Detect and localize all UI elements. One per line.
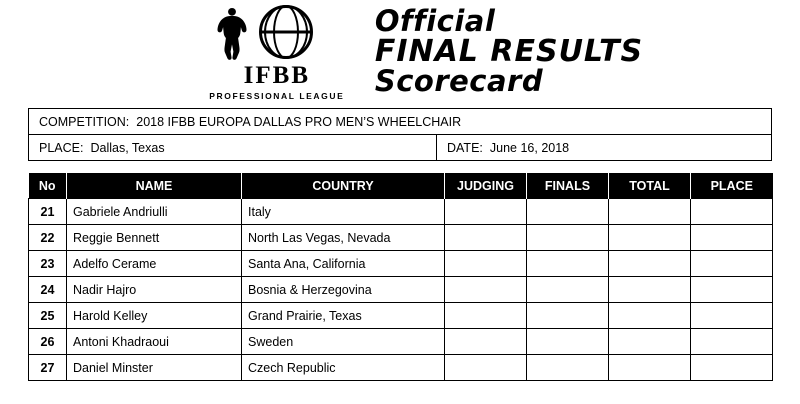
competition-cell bbox=[29, 109, 771, 134]
document-title bbox=[374, 4, 644, 99]
logo-artwork bbox=[207, 3, 347, 65]
cell-judging[interactable] bbox=[445, 199, 527, 225]
place-label: PLACE: bbox=[39, 140, 84, 155]
cell-country[interactable]: Czech Republic bbox=[242, 355, 445, 381]
cell-name[interactable]: Antoni Khadraoui bbox=[67, 329, 242, 355]
date-label: DATE: bbox=[447, 140, 483, 155]
place-date-row bbox=[29, 135, 771, 161]
title-line-scorecard: Scorecard bbox=[374, 64, 544, 99]
table-row bbox=[29, 277, 773, 303]
cell-no[interactable]: 21 bbox=[29, 199, 67, 225]
table-body bbox=[29, 199, 773, 381]
competition-value: 2018 IFBB EUROPA DALLAS PRO MEN’S WHEELCHAIR bbox=[136, 114, 462, 129]
cell-no[interactable]: 24 bbox=[29, 277, 67, 303]
cell-country[interactable]: North Las Vegas, Nevada bbox=[242, 225, 445, 251]
cell-no[interactable]: 27 bbox=[29, 355, 67, 381]
cell-judging[interactable] bbox=[445, 329, 527, 355]
cell-name[interactable]: Reggie Bennett bbox=[67, 225, 242, 251]
cell-name[interactable]: Gabriele Andriulli bbox=[67, 199, 242, 225]
cell-place[interactable] bbox=[691, 303, 773, 329]
cell-no[interactable]: 26 bbox=[29, 329, 67, 355]
table-row bbox=[29, 251, 773, 277]
results-table bbox=[28, 173, 773, 381]
cell-total[interactable] bbox=[609, 277, 691, 303]
cell-finals[interactable] bbox=[527, 225, 609, 251]
event-info-box bbox=[28, 108, 772, 161]
cell-total[interactable] bbox=[609, 355, 691, 381]
cell-place[interactable] bbox=[691, 355, 773, 381]
cell-total[interactable] bbox=[609, 225, 691, 251]
cell-finals[interactable] bbox=[527, 329, 609, 355]
cell-finals[interactable] bbox=[527, 199, 609, 225]
cell-place[interactable] bbox=[691, 329, 773, 355]
table-row bbox=[29, 303, 773, 329]
bodybuilder-icon bbox=[213, 5, 251, 63]
cell-country[interactable]: Bosnia & Herzegovina bbox=[242, 277, 445, 303]
column-header-finals: FINALS bbox=[527, 173, 609, 199]
cell-name[interactable]: Daniel Minster bbox=[67, 355, 242, 381]
cell-total[interactable] bbox=[609, 303, 691, 329]
table-row bbox=[29, 329, 773, 355]
ifbb-logo bbox=[197, 3, 357, 101]
date-cell bbox=[437, 135, 771, 160]
cell-finals[interactable] bbox=[527, 251, 609, 277]
cell-place[interactable] bbox=[691, 277, 773, 303]
cell-finals[interactable] bbox=[527, 277, 609, 303]
cell-judging[interactable] bbox=[445, 277, 527, 303]
table-row bbox=[29, 199, 773, 225]
cell-no[interactable]: 25 bbox=[29, 303, 67, 329]
competition-label: COMPETITION: bbox=[39, 114, 130, 129]
cell-name[interactable]: Harold Kelley bbox=[67, 303, 242, 329]
date-value: June 16, 2018 bbox=[489, 140, 570, 155]
cell-place[interactable] bbox=[691, 251, 773, 277]
competition-row bbox=[29, 109, 771, 135]
cell-name[interactable]: Nadir Hajro bbox=[67, 277, 242, 303]
column-header-name: NAME bbox=[67, 173, 242, 199]
place-cell bbox=[29, 135, 437, 160]
cell-country[interactable]: Sweden bbox=[242, 329, 445, 355]
column-header-total: TOTAL bbox=[609, 173, 691, 199]
table-row bbox=[29, 355, 773, 381]
cell-country[interactable]: Santa Ana, California bbox=[242, 251, 445, 277]
cell-name[interactable]: Adelfo Cerame bbox=[67, 251, 242, 277]
cell-place[interactable] bbox=[691, 199, 773, 225]
column-header-no: No bbox=[29, 173, 67, 199]
cell-total[interactable] bbox=[609, 329, 691, 355]
cell-no[interactable]: 23 bbox=[29, 251, 67, 277]
globe-icon bbox=[259, 5, 313, 59]
title-line-official: Official bbox=[374, 4, 496, 39]
cell-country[interactable]: Italy bbox=[242, 199, 445, 225]
cell-judging[interactable] bbox=[445, 225, 527, 251]
title-line-final-results: FINAL RESULTS bbox=[374, 33, 644, 69]
cell-country[interactable]: Grand Prairie, Texas bbox=[242, 303, 445, 329]
column-header-judging: JUDGING bbox=[445, 173, 527, 199]
cell-judging[interactable] bbox=[445, 303, 527, 329]
cell-no[interactable]: 22 bbox=[29, 225, 67, 251]
table-row bbox=[29, 225, 773, 251]
cell-place[interactable] bbox=[691, 225, 773, 251]
column-header-country: COUNTRY bbox=[242, 173, 445, 199]
cell-judging[interactable] bbox=[445, 251, 527, 277]
table-header-row bbox=[29, 173, 773, 199]
cell-total[interactable] bbox=[609, 199, 691, 225]
logo-brand: IFBB bbox=[243, 62, 310, 89]
logo-subtitle: PROFESSIONAL LEAGUE bbox=[209, 91, 345, 101]
cell-total[interactable] bbox=[609, 251, 691, 277]
cell-finals[interactable] bbox=[527, 355, 609, 381]
cell-finals[interactable] bbox=[527, 303, 609, 329]
cell-judging[interactable] bbox=[445, 355, 527, 381]
document-header bbox=[0, 0, 800, 104]
place-value: Dallas, Texas bbox=[90, 140, 165, 155]
column-header-place: PLACE bbox=[691, 173, 773, 199]
